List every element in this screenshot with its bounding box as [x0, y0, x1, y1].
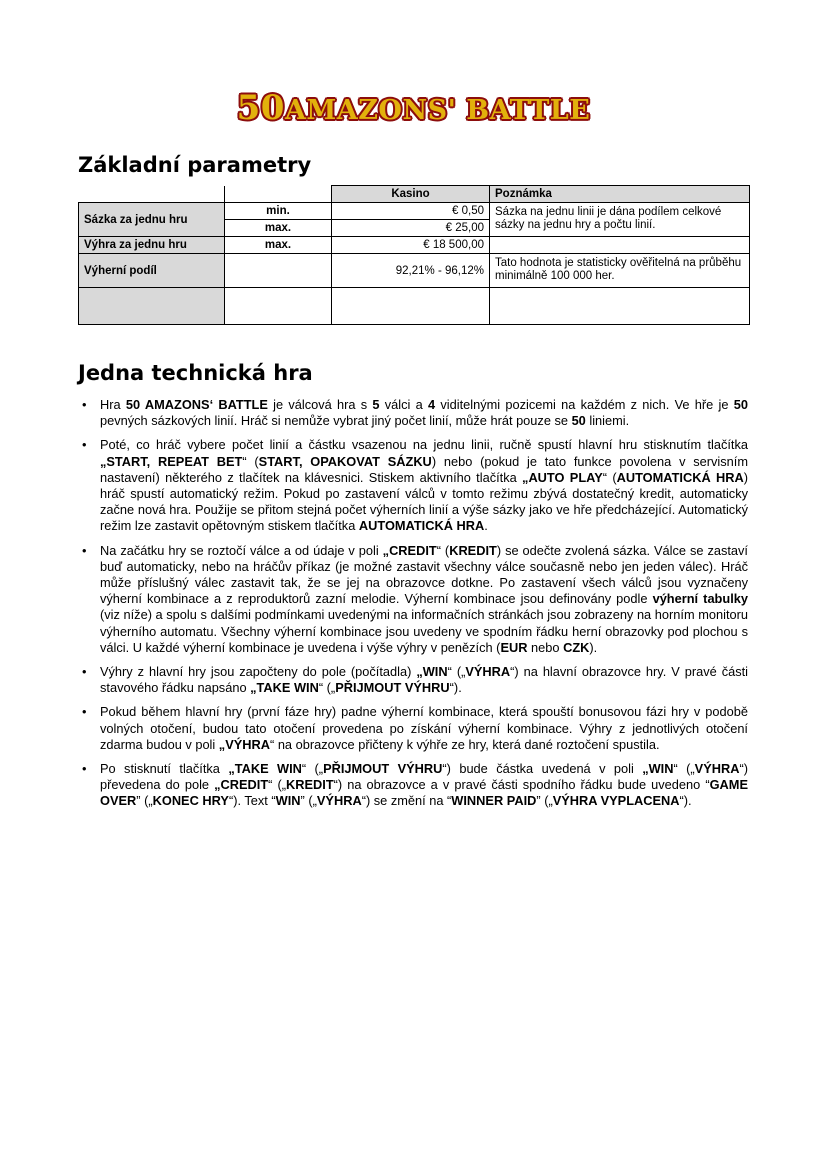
section-title-technical: Jedna technická hra [78, 361, 313, 385]
list-item: • Po stisknutí tlačítka „TAKE WIN“ („PŘIJMOUT VÝHRU“) bude částka uvedená v poli „WIN“ („VÝHRA“) převedena do pole „CREDIT“ („KREDIT“) na obrazovce a v pravé části spodního řádku bude uvedeno “GAME OVER” („KONEC HRY“). Text “WIN” („VÝHRA“) se změní na “WINNER PAID” („VÝHRA VYPLACENA“). [86, 761, 748, 810]
value-rtp: 92,21% - 96,12% [332, 254, 490, 288]
row-label-win: Výhra za jednu hru [79, 237, 225, 254]
list-item: • Poté, co hráč vybere počet linií a částku vsazenou na jednu linii, ručně spustí hlavní hru stisknutím tlačítka „START, REPEAT BET“ (START, OPAKOVAT SÁZKU) nebo (pokud je tato funkce povolena v servisním nastavení) některého z tlačítek na klávesnici. Stiskem aktivního tlačítka „AUTO PLAY“ (AUTOMATICKÁ HRA) hráč spustí automatický režim. Pokud po zastavení válců v tomto režimu zbývá dostatečný kredit, automaticky začne nová hra. Použije se přitom stejná počet výherních linií a výše sázky jako ve hře předcházející. Automatický režim lze zastavit opětovným stiskem tlačítka AUTOMATICKÁ HRA. [86, 437, 748, 534]
logo-number: 50 [236, 88, 285, 128]
note-rtp: Tato hodnota je statisticky ověřitelná na průběhu minimálně 100 000 her. [490, 254, 750, 288]
section-title-params: Základní parametry [78, 153, 312, 177]
rules-list [86, 397, 748, 818]
logo [0, 88, 827, 128]
row-sub-min: min. [225, 203, 332, 220]
logo-text: AMAZONS' BATTLE [284, 95, 591, 126]
col-header-casino: Kasino [332, 186, 490, 203]
list-item: • Výhry z hlavní hry jsou započteny do pole (počítadla) „WIN“ („VÝHRA“) na hlavní obrazovce hry. V pravé části stavového řádku napsáno „TAKE WIN“ („PŘIJMOUT VÝHRU“). [86, 664, 748, 696]
row-sub-win-max: max. [225, 237, 332, 254]
row-sub-max: max. [225, 220, 332, 237]
row-label-bet: Sázka za jednu hru [79, 203, 225, 237]
value-max-bet: € 25,00 [332, 220, 490, 237]
parameters-table [78, 185, 750, 325]
list-item: • Na začátku hry se roztočí válce a od údaje v poli „CREDIT“ (KREDIT) se odečte zvolená sázka. Válce se zastaví buď automaticky, nebo na hráčův příkaz (je možné zastavit všechny válce současně nebo jen jeden válec). Hráč může příslušný válec zastavit tak, že se jej na obrazovce dotkne. Po zastavení všech válců jsou vyznačeny výherní kombinace a z reproduktorů zazní melodie. Výherní kombinace jsou definovány podle výherní tabulky (viz níže) a spolu s dalšími podmínkami uvedenými na informačních stránkách jsou zobrazeny na horním monitoru výherního automatu. Všechny výherní kombinace jsou uvedeny ve spodním řádku herní obrazovky pod plochou s válci. U každé výherní kombinace je uvedena i výše výhry v penězích (EUR nebo CZK). [86, 543, 748, 656]
value-min-bet: € 0,50 [332, 203, 490, 220]
empty-label-cell [79, 288, 225, 325]
value-max-win: € 18 500,00 [332, 237, 490, 254]
list-item: • Hra 50 AMAZONS‘ BATTLE je válcová hra s 5 válci a 4 viditelnými pozicemi na každém z nich. Ve hře je 50 pevných sázkových linií. Hráč si nemůže vybrat jiný počet linií, může hrát pouze se 50 liniemi. [86, 397, 748, 429]
note-bet: Sázka na jednu linii je dána podílem celkové sázky na jednu hry a počtu linií. [490, 203, 750, 237]
col-header-note: Poznámka [490, 186, 750, 203]
list-item: • Pokud během hlavní hry (první fáze hry) padne výherní kombinace, která spouští bonusovou fázi hry v podobě volných otočení, budou tato otočení provedena po získání výherní kombinace. Výhry z jednotlivých otočení zdarma budou v poli „VÝHRA“ na obrazovce přičteny k výhře ze hry, která dané roztočení spustila. [86, 704, 748, 753]
row-label-rtp: Výherní podíl [79, 254, 225, 288]
